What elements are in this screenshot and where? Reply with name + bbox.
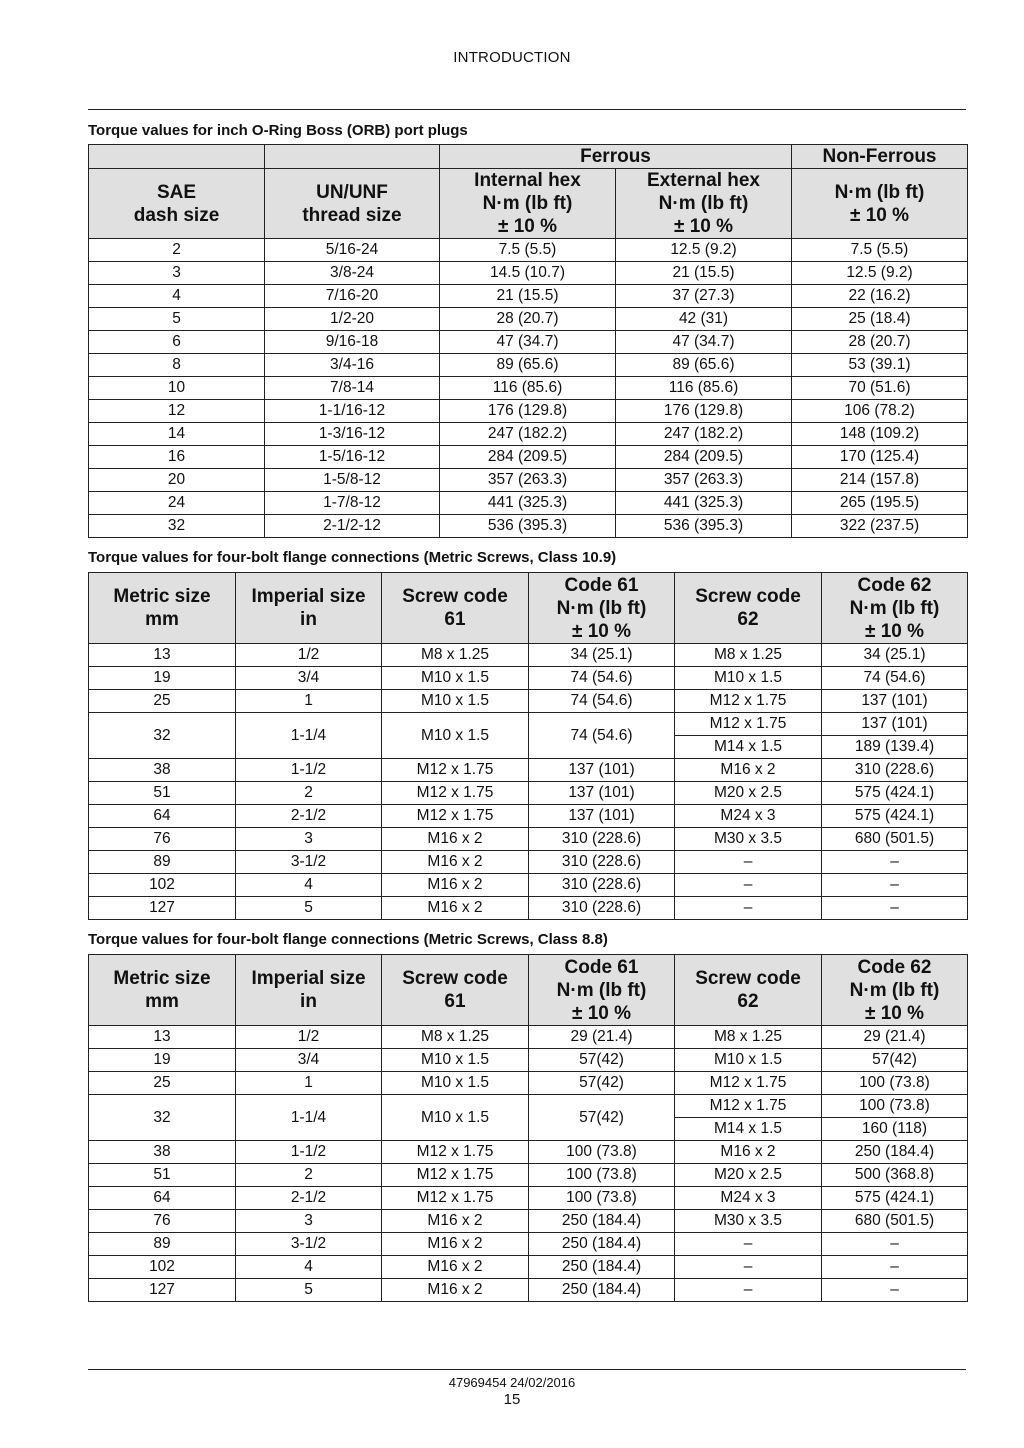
nonferrous-cell: 28 (20.7) [792, 331, 968, 354]
imperial-size-cell: 2 [236, 782, 382, 805]
external-hex-cell: 37 (27.3) [616, 285, 792, 308]
orb-header-sae: SAE dash size [89, 169, 265, 239]
orb-torque-table [88, 144, 968, 538]
code61-cell: 250 (184.4) [529, 1233, 675, 1256]
table-row [89, 446, 968, 469]
nonferrous-cell: 148 (109.2) [792, 423, 968, 446]
table-row [89, 713, 968, 736]
screw61-cell: M10 x 1.5 [382, 713, 529, 759]
metric-size-cell: 64 [89, 805, 236, 828]
flange109-header-code61: Code 61 N·m (lb ft) ± 10 % [529, 573, 675, 644]
header-rule [88, 109, 966, 110]
code61-cell: 250 (184.4) [529, 1210, 675, 1233]
nonferrous-cell: 12.5 (9.2) [792, 262, 968, 285]
table-row [89, 515, 968, 538]
screw61-cell: M8 x 1.25 [382, 644, 529, 667]
code61-cell: 310 (228.6) [529, 897, 675, 920]
code62-cell: 57(42) [822, 1049, 968, 1072]
code62-cell: 34 (25.1) [822, 644, 968, 667]
external-hex-cell: 247 (182.2) [616, 423, 792, 446]
flange109-header-imperial: Imperial size in [236, 573, 382, 644]
orb-group-nonferrous: Non-Ferrous [792, 145, 968, 169]
screw61-cell: M16 x 2 [382, 851, 529, 874]
imperial-size-cell: 5 [236, 897, 382, 920]
code61-cell: 57(42) [529, 1095, 675, 1141]
table-row [89, 1095, 968, 1118]
external-hex-cell: 357 (263.3) [616, 469, 792, 492]
metric-size-cell: 102 [89, 1256, 236, 1279]
imperial-size-cell: 3-1/2 [236, 1233, 382, 1256]
code62-cell: – [822, 1233, 968, 1256]
nonferrous-cell: 25 (18.4) [792, 308, 968, 331]
table-row [89, 1210, 968, 1233]
orb-header-internal-hex: Internal hex N·m (lb ft) ± 10 % [440, 169, 616, 239]
table-row [89, 897, 968, 920]
internal-hex-cell: 28 (20.7) [440, 308, 616, 331]
internal-hex-cell: 284 (209.5) [440, 446, 616, 469]
metric-size-cell: 51 [89, 1164, 236, 1187]
nonferrous-cell: 214 (157.8) [792, 469, 968, 492]
nonferrous-cell: 265 (195.5) [792, 492, 968, 515]
footer-rule [88, 1369, 966, 1370]
flange88-table-caption: Torque values for four-bolt flange connections (Metric Screws, Class 8.8) [88, 931, 608, 948]
flange109-header-screw62: Screw code 62 [675, 573, 822, 644]
nonferrous-cell: 7.5 (5.5) [792, 239, 968, 262]
orb-header-thread: UN/UNF thread size [265, 169, 440, 239]
external-hex-cell: 89 (65.6) [616, 354, 792, 377]
code61-cell: 57(42) [529, 1049, 675, 1072]
screw62-cell: M16 x 2 [675, 759, 822, 782]
screw61-cell: M8 x 1.25 [382, 1026, 529, 1049]
code62-cell: 100 (73.8) [822, 1095, 968, 1118]
sae-cell: 24 [89, 492, 265, 515]
flange109-torque-table [88, 572, 968, 920]
code61-cell: 74 (54.6) [529, 667, 675, 690]
code62-cell: – [822, 851, 968, 874]
code61-cell: 29 (21.4) [529, 1026, 675, 1049]
screw62-cell: M12 x 1.75 [675, 690, 822, 713]
flange88-header-code61: Code 61 N·m (lb ft) ± 10 % [529, 955, 675, 1026]
external-hex-cell: 176 (129.8) [616, 400, 792, 423]
screw61-cell: M16 x 2 [382, 1210, 529, 1233]
flange88-torque-table [88, 954, 968, 1302]
code62-cell: 680 (501.5) [822, 1210, 968, 1233]
screw62-cell: M8 x 1.25 [675, 1026, 822, 1049]
code62-cell: 575 (424.1) [822, 1187, 968, 1210]
metric-size-cell: 19 [89, 1049, 236, 1072]
imperial-size-cell: 3 [236, 1210, 382, 1233]
thread-cell: 2-1/2-12 [265, 515, 440, 538]
thread-cell: 1/2-20 [265, 308, 440, 331]
code62-cell: – [822, 1279, 968, 1302]
metric-size-cell: 127 [89, 1279, 236, 1302]
code61-cell: 100 (73.8) [529, 1164, 675, 1187]
screw62-cell: M24 x 3 [675, 805, 822, 828]
external-hex-cell: 47 (34.7) [616, 331, 792, 354]
metric-size-cell: 38 [89, 1141, 236, 1164]
sae-cell: 5 [89, 308, 265, 331]
metric-size-cell: 38 [89, 759, 236, 782]
flange88-table-body [89, 1026, 968, 1302]
screw62-cell: M10 x 1.5 [675, 1049, 822, 1072]
imperial-size-cell: 3 [236, 828, 382, 851]
imperial-size-cell: 3/4 [236, 1049, 382, 1072]
metric-size-cell: 76 [89, 828, 236, 851]
screw61-cell: M16 x 2 [382, 1233, 529, 1256]
table-row [89, 1256, 968, 1279]
table-row [89, 1026, 968, 1049]
flange109-header-screw61: Screw code 61 [382, 573, 529, 644]
imperial-size-cell: 1-1/4 [236, 1095, 382, 1141]
code62-cell: 250 (184.4) [822, 1141, 968, 1164]
screw61-cell: M16 x 2 [382, 1279, 529, 1302]
screw61-cell: M12 x 1.75 [382, 1141, 529, 1164]
internal-hex-cell: 14.5 (10.7) [440, 262, 616, 285]
screw62-cell: – [675, 1279, 822, 1302]
thread-cell: 1-5/8-12 [265, 469, 440, 492]
metric-size-cell: 25 [89, 1072, 236, 1095]
screw61-cell: M12 x 1.75 [382, 805, 529, 828]
imperial-size-cell: 1-1/4 [236, 713, 382, 759]
thread-cell: 5/16-24 [265, 239, 440, 262]
imperial-size-cell: 4 [236, 1256, 382, 1279]
code62-cell: 575 (424.1) [822, 805, 968, 828]
sae-cell: 16 [89, 446, 265, 469]
flange109-header-metric: Metric size mm [89, 573, 236, 644]
sae-cell: 6 [89, 331, 265, 354]
code61-cell: 74 (54.6) [529, 690, 675, 713]
table-row [89, 828, 968, 851]
screw61-cell: M10 x 1.5 [382, 667, 529, 690]
screw62-cell: M30 x 3.5 [675, 1210, 822, 1233]
thread-cell: 3/8-24 [265, 262, 440, 285]
table-row [89, 400, 968, 423]
page-header: INTRODUCTION [453, 49, 571, 66]
screw62-cell: – [675, 897, 822, 920]
imperial-size-cell: 1-1/2 [236, 759, 382, 782]
page-number: 15 [503, 1391, 521, 1408]
code61-cell: 137 (101) [529, 782, 675, 805]
imperial-size-cell: 1 [236, 1072, 382, 1095]
internal-hex-cell: 441 (325.3) [440, 492, 616, 515]
code62-cell: 160 (118) [822, 1118, 968, 1141]
code61-cell: 57(42) [529, 1072, 675, 1095]
code62-cell: 575 (424.1) [822, 782, 968, 805]
table-row [89, 262, 968, 285]
screw62-cell: M12 x 1.75 [675, 1072, 822, 1095]
screw62-cell: M16 x 2 [675, 1141, 822, 1164]
table-row [89, 377, 968, 400]
thread-cell: 1-5/16-12 [265, 446, 440, 469]
imperial-size-cell: 2-1/2 [236, 805, 382, 828]
table-row [89, 423, 968, 446]
screw62-cell: – [675, 1256, 822, 1279]
metric-size-cell: 102 [89, 874, 236, 897]
screw61-cell: M12 x 1.75 [382, 759, 529, 782]
sae-cell: 20 [89, 469, 265, 492]
flange88-header-imperial: Imperial size in [236, 955, 382, 1026]
thread-cell: 3/4-16 [265, 354, 440, 377]
screw62-cell: – [675, 851, 822, 874]
sae-cell: 14 [89, 423, 265, 446]
orb-group-ferrous: Ferrous [440, 145, 792, 169]
code62-cell: 29 (21.4) [822, 1026, 968, 1049]
screw61-cell: M10 x 1.5 [382, 1072, 529, 1095]
flange109-table-caption: Torque values for four-bolt flange connections (Metric Screws, Class 10.9) [88, 549, 617, 566]
sae-cell: 4 [89, 285, 265, 308]
sae-cell: 8 [89, 354, 265, 377]
internal-hex-cell: 7.5 (5.5) [440, 239, 616, 262]
screw61-cell: M10 x 1.5 [382, 1095, 529, 1141]
metric-size-cell: 76 [89, 1210, 236, 1233]
screw62-cell: M12 x 1.75 [675, 713, 822, 736]
table-row [89, 1164, 968, 1187]
external-hex-cell: 116 (85.6) [616, 377, 792, 400]
code61-cell: 137 (101) [529, 759, 675, 782]
internal-hex-cell: 536 (395.3) [440, 515, 616, 538]
metric-size-cell: 32 [89, 713, 236, 759]
nonferrous-cell: 170 (125.4) [792, 446, 968, 469]
table-row [89, 690, 968, 713]
external-hex-cell: 284 (209.5) [616, 446, 792, 469]
metric-size-cell: 19 [89, 667, 236, 690]
code61-cell: 310 (228.6) [529, 874, 675, 897]
nonferrous-cell: 53 (39.1) [792, 354, 968, 377]
flange88-header-code62: Code 62 N·m (lb ft) ± 10 % [822, 955, 968, 1026]
code61-cell: 100 (73.8) [529, 1141, 675, 1164]
metric-size-cell: 89 [89, 851, 236, 874]
screw61-cell: M16 x 2 [382, 828, 529, 851]
external-hex-cell: 441 (325.3) [616, 492, 792, 515]
code61-cell: 34 (25.1) [529, 644, 675, 667]
orb-header-nonferrous: N·m (lb ft) ± 10 % [792, 169, 968, 239]
imperial-size-cell: 1/2 [236, 644, 382, 667]
external-hex-cell: 536 (395.3) [616, 515, 792, 538]
code61-cell: 310 (228.6) [529, 851, 675, 874]
screw62-cell: – [675, 1233, 822, 1256]
nonferrous-cell: 322 (237.5) [792, 515, 968, 538]
code61-cell: 250 (184.4) [529, 1279, 675, 1302]
external-hex-cell: 12.5 (9.2) [616, 239, 792, 262]
table-row [89, 354, 968, 377]
table-row [89, 1233, 968, 1256]
imperial-size-cell: 5 [236, 1279, 382, 1302]
metric-size-cell: 64 [89, 1187, 236, 1210]
code61-cell: 100 (73.8) [529, 1187, 675, 1210]
code62-cell: 310 (228.6) [822, 759, 968, 782]
thread-cell: 1-7/8-12 [265, 492, 440, 515]
screw62-cell: M10 x 1.5 [675, 667, 822, 690]
thread-cell: 1-3/16-12 [265, 423, 440, 446]
table-row [89, 1279, 968, 1302]
table-row [89, 469, 968, 492]
screw62-cell: M20 x 2.5 [675, 782, 822, 805]
internal-hex-cell: 357 (263.3) [440, 469, 616, 492]
internal-hex-cell: 21 (15.5) [440, 285, 616, 308]
screw61-cell: M12 x 1.75 [382, 1187, 529, 1210]
sae-cell: 2 [89, 239, 265, 262]
code61-cell: 74 (54.6) [529, 713, 675, 759]
screw62-cell: M12 x 1.75 [675, 1095, 822, 1118]
screw61-cell: M12 x 1.75 [382, 1164, 529, 1187]
imperial-size-cell: 1/2 [236, 1026, 382, 1049]
screw62-cell: – [675, 874, 822, 897]
nonferrous-cell: 106 (78.2) [792, 400, 968, 423]
imperial-size-cell: 3/4 [236, 667, 382, 690]
metric-size-cell: 25 [89, 690, 236, 713]
internal-hex-cell: 116 (85.6) [440, 377, 616, 400]
thread-cell: 1-1/16-12 [265, 400, 440, 423]
screw62-cell: M24 x 3 [675, 1187, 822, 1210]
code62-cell: 74 (54.6) [822, 667, 968, 690]
code62-cell: – [822, 1256, 968, 1279]
flange109-table-body [89, 644, 968, 920]
screw61-cell: M10 x 1.5 [382, 1049, 529, 1072]
orb-header-external-hex: External hex N·m (lb ft) ± 10 % [616, 169, 792, 239]
thread-cell: 7/8-14 [265, 377, 440, 400]
table-row [89, 1072, 968, 1095]
table-row [89, 308, 968, 331]
table-row [89, 1049, 968, 1072]
code61-cell: 310 (228.6) [529, 828, 675, 851]
imperial-size-cell: 3-1/2 [236, 851, 382, 874]
nonferrous-cell: 70 (51.6) [792, 377, 968, 400]
table-row [89, 331, 968, 354]
sae-cell: 10 [89, 377, 265, 400]
table-row [89, 1141, 968, 1164]
orb-group-blank-2 [265, 145, 440, 169]
code62-cell: 680 (501.5) [822, 828, 968, 851]
code62-cell: 137 (101) [822, 690, 968, 713]
screw62-cell: M20 x 2.5 [675, 1164, 822, 1187]
screw61-cell: M12 x 1.75 [382, 782, 529, 805]
screw61-cell: M10 x 1.5 [382, 690, 529, 713]
internal-hex-cell: 47 (34.7) [440, 331, 616, 354]
metric-size-cell: 13 [89, 1026, 236, 1049]
imperial-size-cell: 2 [236, 1164, 382, 1187]
flange88-header-metric: Metric size mm [89, 955, 236, 1026]
imperial-size-cell: 2-1/2 [236, 1187, 382, 1210]
table-row [89, 759, 968, 782]
flange88-header-screw62: Screw code 62 [675, 955, 822, 1026]
orb-table-body [89, 239, 968, 538]
imperial-size-cell: 4 [236, 874, 382, 897]
table-row [89, 874, 968, 897]
metric-size-cell: 32 [89, 1095, 236, 1141]
thread-cell: 9/16-18 [265, 331, 440, 354]
code62-cell: – [822, 897, 968, 920]
imperial-size-cell: 1 [236, 690, 382, 713]
thread-cell: 7/16-20 [265, 285, 440, 308]
sae-cell: 32 [89, 515, 265, 538]
table-row [89, 805, 968, 828]
metric-size-cell: 89 [89, 1233, 236, 1256]
table-row [89, 667, 968, 690]
internal-hex-cell: 247 (182.2) [440, 423, 616, 446]
document-reference: 47969454 24/02/2016 [448, 1375, 576, 1390]
table-row [89, 851, 968, 874]
orb-table-caption: Torque values for inch O-Ring Boss (ORB) port plugs [88, 122, 468, 139]
code62-cell: 100 (73.8) [822, 1072, 968, 1095]
table-row [89, 492, 968, 515]
orb-group-blank-1 [89, 145, 265, 169]
metric-size-cell: 51 [89, 782, 236, 805]
external-hex-cell: 42 (31) [616, 308, 792, 331]
external-hex-cell: 21 (15.5) [616, 262, 792, 285]
flange88-header-screw61: Screw code 61 [382, 955, 529, 1026]
table-row [89, 285, 968, 308]
table-row [89, 1187, 968, 1210]
table-row [89, 644, 968, 667]
code61-cell: 137 (101) [529, 805, 675, 828]
imperial-size-cell: 1-1/2 [236, 1141, 382, 1164]
code62-cell: – [822, 874, 968, 897]
table-row [89, 782, 968, 805]
sae-cell: 12 [89, 400, 265, 423]
screw62-cell: M14 x 1.5 [675, 736, 822, 759]
code61-cell: 250 (184.4) [529, 1256, 675, 1279]
sae-cell: 3 [89, 262, 265, 285]
screw62-cell: M30 x 3.5 [675, 828, 822, 851]
screw61-cell: M16 x 2 [382, 1256, 529, 1279]
screw62-cell: M8 x 1.25 [675, 644, 822, 667]
metric-size-cell: 13 [89, 644, 236, 667]
internal-hex-cell: 89 (65.6) [440, 354, 616, 377]
code62-cell: 137 (101) [822, 713, 968, 736]
table-row [89, 239, 968, 262]
screw61-cell: M16 x 2 [382, 897, 529, 920]
code62-cell: 500 (368.8) [822, 1164, 968, 1187]
code62-cell: 189 (139.4) [822, 736, 968, 759]
screw61-cell: M16 x 2 [382, 874, 529, 897]
flange109-header-code62: Code 62 N·m (lb ft) ± 10 % [822, 573, 968, 644]
internal-hex-cell: 176 (129.8) [440, 400, 616, 423]
metric-size-cell: 127 [89, 897, 236, 920]
nonferrous-cell: 22 (16.2) [792, 285, 968, 308]
screw62-cell: M14 x 1.5 [675, 1118, 822, 1141]
